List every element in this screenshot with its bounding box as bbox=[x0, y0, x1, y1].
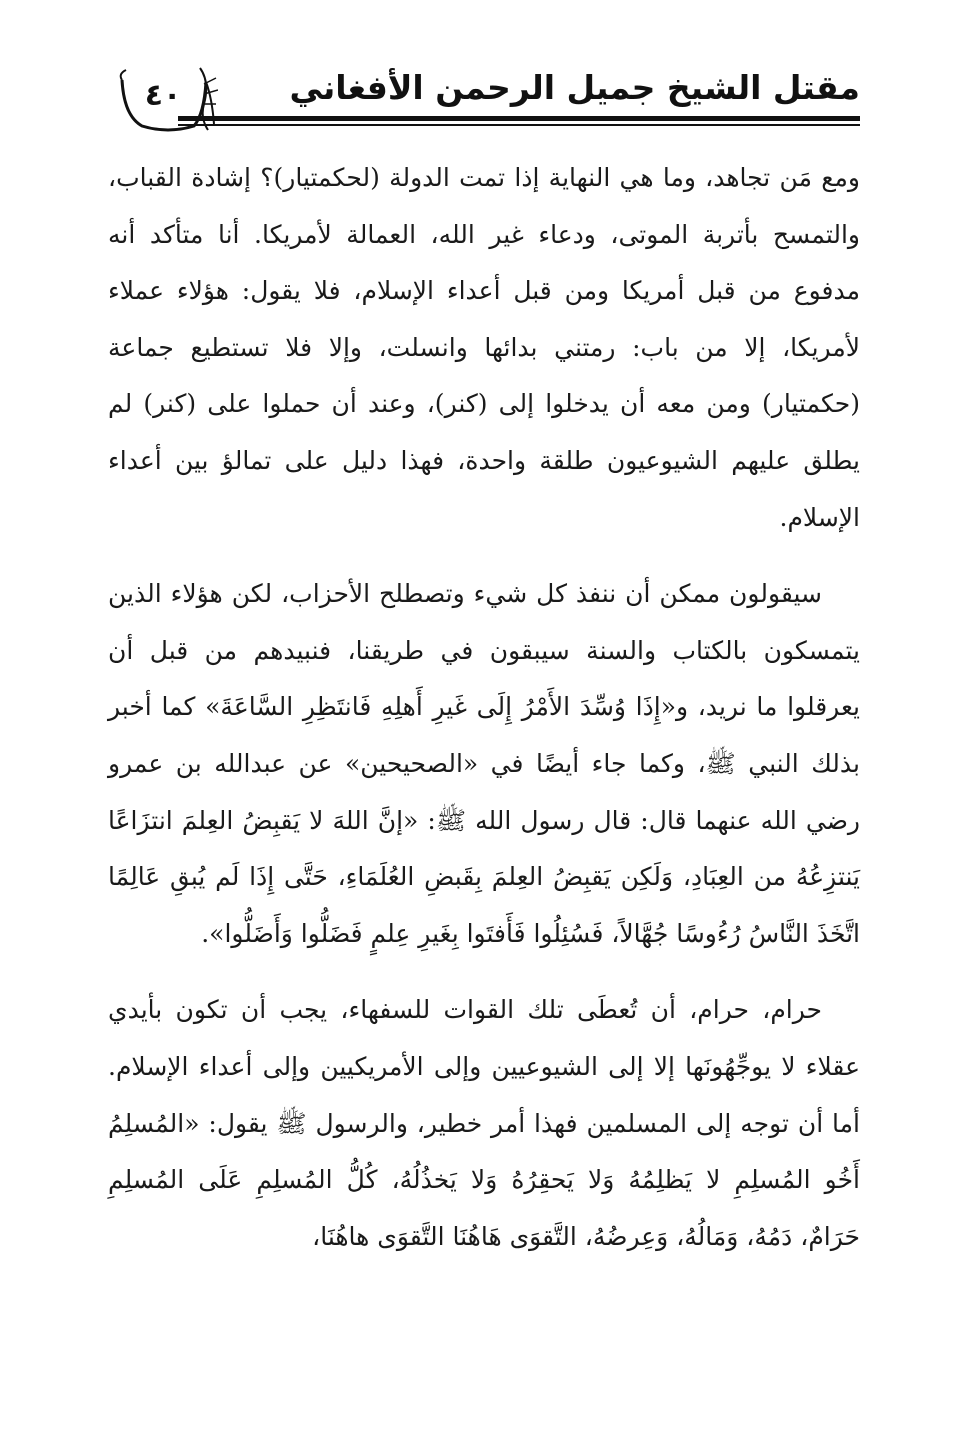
header-rule-thick bbox=[178, 116, 860, 121]
page-number-badge bbox=[108, 64, 208, 134]
paragraph-3: حرام، حرام، أن تُعطَى تلك القوات للسفهاء، يجب أن تكون بأيدي عقلاء لا يوجِّهُونَها إلا إلى الشيوعيين وإلى الأمريكيين وإلى أعداء الإسلام. أما أن توجه إلى المسلمين فهذا أمر خطير، والرسول ﷺ يقول: «المُسلِمُ أَخُو المُسلِمِ لا يَظلِمُهُ وَلا يَحقِرُهُ وَلا يَخذُلُهُ، كُلُّ المُسلِمِ عَلَى المُسلِمِ حَرَامٌ، دَمُهُ، وَمَالُهُ، وَعِرضُهُ، التَّقوَى هَاهُنَا التَّقوَى هاهُنَا، bbox=[108, 995, 860, 1251]
running-title: مقتل الشيخ جميل الرحمن الأفغاني bbox=[289, 68, 860, 107]
paragraph-2: سيقولون ممكن أن ننفذ كل شيء وتصطلح الأحزاب، لكن هؤلاء الذين يتمسكون بالكتاب والسنة سيبقون في طريقنا، فنبيدهم من قبل أن يعرقلوا ما نريد، و«إِذَا وُسِّدَ الأَمْرُ إِلَى غَيرِ أَهلِهِ فَانتَظِرِ السَّاعَةَ» كما أخبر بذلك النبي ﷺ، وكما جاء أيضًا في «الصحيحين» عن عبدالله بن عمرو رضي الله عنهما قال: قال رسول الله ﷺ: «إنَّ اللهَ لا يَقبِضُ العِلمَ انتزَاعًا يَنتزِعُهُ من العِبَادِ، وَلَكِن يَقبِضُ العِلمَ بِقَبضِ العُلَمَاءِ، حَتَّى إِذَا لَم يُبقِ عَالِمًا اتَّخَذَ النَّاسُ رُءُوسًا جُهَّالاً، فَسُئِلُوا فَأَفتَوا بِغَيرِ عِلمٍ فَضَلُّوا وَأَضَلُّوا». bbox=[108, 579, 860, 948]
page-number: ٤٠ bbox=[144, 78, 182, 113]
paragraph-1: ومع مَن تجاهد، وما هي النهاية إذا تمت الدولة (لحكمتيار)؟ إشادة القباب، والتمسح بأتربة الموتى، ودعاء غير الله، العمالة لأمريكا. أنا متأكد أنه مدفوع من قبل أمريكا ومن قبل أعداء الإسلام، فلا يقول: هؤلاء عملاء لأمريكا، إلا من باب: رمتني بدائها وانسلت، وإلا فلا تستطيع جماعة (حكمتيار) ومن معه أن يدخلوا إلى (كنر)، وعند أن حملوا على (كنر) لم يطلق عليهم الشيوعيون طلقة واحدة، فهذا دليل على تمالؤ بين أعداء الإسلام. bbox=[108, 163, 860, 532]
main-text bbox=[108, 150, 860, 1265]
header-rule-thin bbox=[178, 124, 860, 126]
page-header bbox=[108, 60, 860, 132]
